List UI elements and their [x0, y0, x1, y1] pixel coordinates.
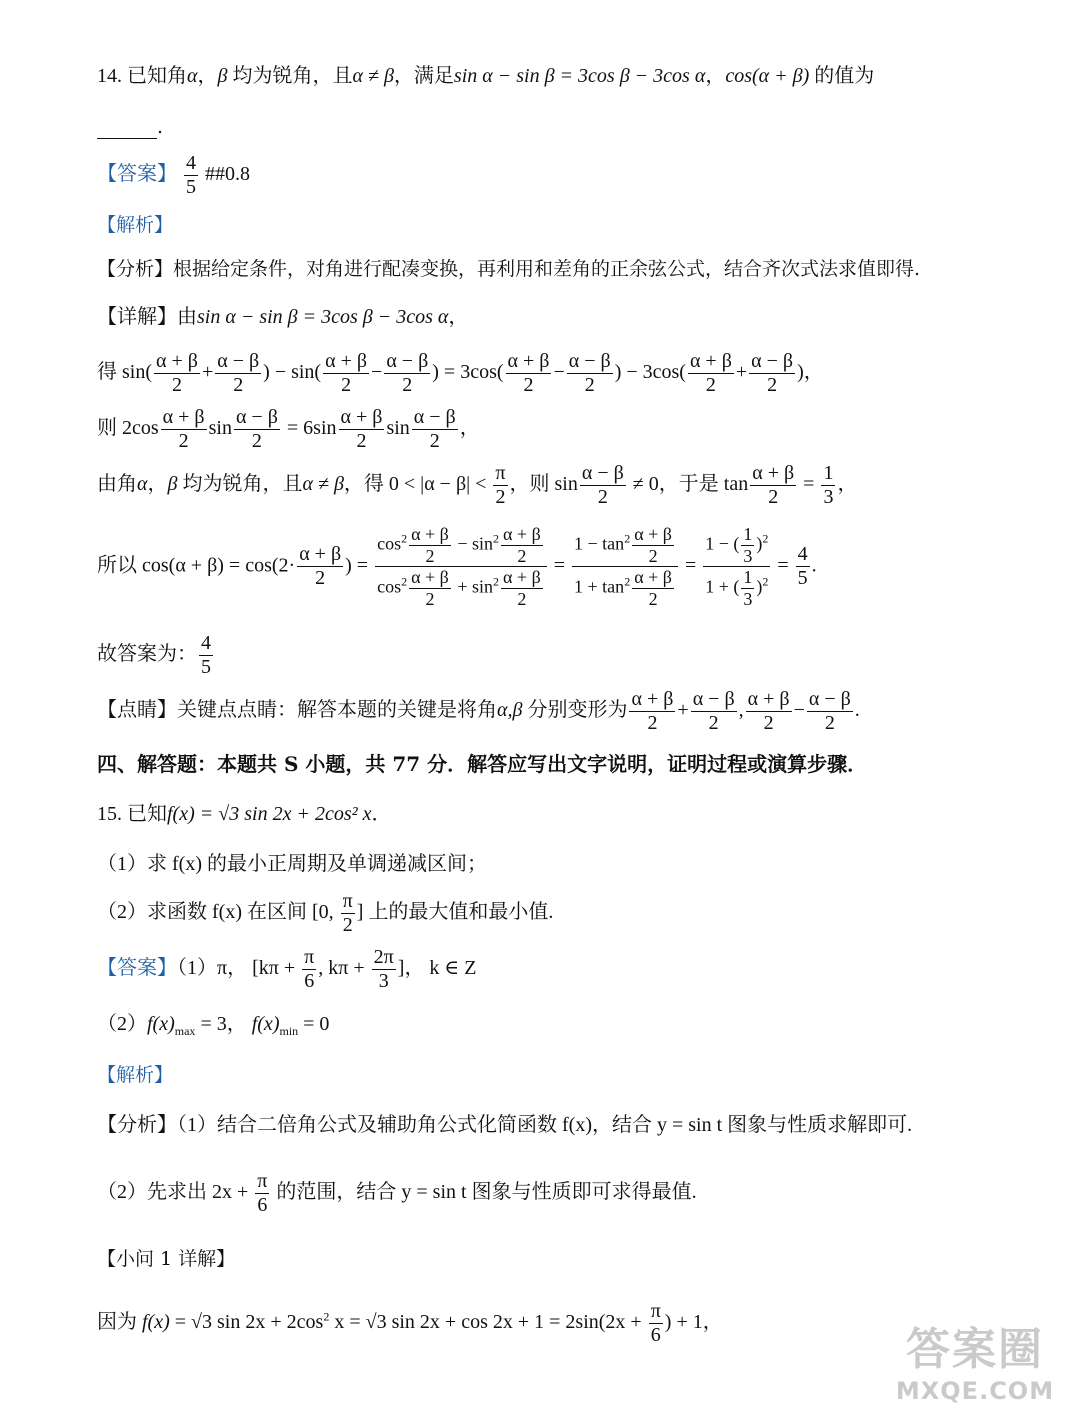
sub-question-1-tag: 【小问 1 详解】	[97, 1248, 236, 1270]
section-4-heading: 四、解答题：本题共 S 小题，共 77 分．解答应写出文字说明，证明过程或演算步骤．	[97, 752, 868, 776]
detail-14-step2: 则 2cos $\frac{\alpha + \beta}{2}$ sin $\frac{\alpha - \beta}{2}$ = 6sin $\frac{\alpha + \beta}{2}$ sin $\frac{\alpha - \beta}{2}$ ，	[97, 406, 480, 452]
analysis-15-line2: （2）先求出 2x + $\frac{\pi}{6}$ 的范围，结合 y = sin t 图象与性质即可求得最值.	[97, 1170, 697, 1216]
detail-14-step3: 由角α，β 均为锐角，且α ≠ β，得 0 < |α − β| < $\frac{\pi}{2}$ ，则 sin $\frac{\alpha - \beta}{2}$ ≠ 0，于是 tan $\frac{\alpha + \beta}{2}$ = $\frac{1}{3}$ ，	[97, 462, 858, 508]
answer-14: 【答案】 $\frac{4}{5}$ ##0.8	[97, 152, 250, 198]
detail-14-line1: 【详解】由sin α − sin β = 3cos β − 3cos α，	[97, 306, 469, 328]
detail-14-step1: 得 sin( $\frac{\alpha + \beta}{2}$ + $\frac{\alpha - \beta}{2}$ ) − sin( $\frac{\alpha + \beta}{2}$ − $\frac{\alpha - \beta}{2}$ ) = 3cos( $\frac{\alpha + \beta}{2}$ − $\frac{\alpha - \beta}{2}$ ) − 3cos( $\frac{\alpha + \beta}{2}$ + $\frac{\alpha - \beta}{2}$ )，	[97, 350, 824, 396]
answer-tag: 【答案】	[97, 163, 177, 186]
q15-part2: （2）求函数 f(x) 在区间 [0, $\frac{\pi}{2}$ ] 上的最大值和最小值.	[97, 890, 554, 936]
answer-fraction: $\frac{4}{5}$	[186, 152, 196, 198]
analysis-15-line1: 【分析】（1）结合二倍角公式及辅助角公式化简函数 f(x)，结合 y = sin t 图象与性质求解即可.	[97, 1114, 913, 1136]
analysis-14: 【分析】根据给定条件，对角进行配凑变换，再利用和差角的正余弦公式，结合齐次式法求值即得.	[97, 258, 921, 280]
so-answer-14: 故答案为： $\frac{4}{5}$	[97, 632, 211, 678]
jiexi-tag-14: 【解析】	[97, 214, 174, 236]
sub-1-because: 因为 f(x) = √3 $\sin 2x + 2\cos^2$ x = √3 sin 2x + cos 2x + 1 = 2sin(2x + $\frac{\pi}{6}$ ) + 1，	[97, 1300, 723, 1346]
answer-15-part2: $(2)f(x)_{max} = 3$， $f(x)_{min} = 0$	[97, 1013, 330, 1038]
q15-part1: （1）求 f(x) 的最小正周期及单调递减区间；	[97, 853, 487, 875]
q14-statement: 14. 已知角α，β 均为锐角，且α ≠ β，满足sin α − sin β = 3cos β − 3cos α，cos(α + β) 的值为	[97, 65, 875, 87]
q15-statement: 15. 已知f(x) = √3 sin 2x + 2cos² x．	[97, 803, 392, 825]
site-watermark: 答案圈 MXQE.COM	[895, 1324, 1055, 1405]
dianjing-14: 【点睛】关键点点睛：解答本题的关键是将角α,β 分别变形为 $\frac{\alpha + \beta}{2}$ + $\frac{\alpha - \beta}{2}$ , $\frac{\alpha + \beta}{2}$ − $\frac{\alpha - \beta}{2}$ .	[97, 688, 860, 734]
jiexi-tag-15: 【解析】	[97, 1064, 174, 1086]
answer-15-part1: 【答案】（1）π， [kπ + $\frac{\pi}{6}$ , kπ + $\frac{2\pi}{3}$ ]， k ∈ Z	[97, 946, 477, 992]
q14-blank: .	[97, 116, 163, 139]
detail-14-step4: 所以 cos(α + β) = cos(2· $\frac{\alpha + \beta}{2}$ ) = $\cos^2$ $\frac{\alpha + \beta}{2}$ − $\sin^2$ $\frac{\alpha + \beta}{2}$ $\cos^2$ $\frac{\alpha + \beta}{2}$ + $\sin^2$ $\frac{\alpha + \beta}{2}$ = $1 - \tan^2$ $\frac{\alpha + \beta}{2}$ $1 + \tan^2$ $\frac{\alpha + \beta}{2}$ = 1 − ( $\frac{1}{3}$ )$^2$ 1 + ( $\frac{1}{3}$ )$^2$ = $\frac{4}{5}$ .	[97, 524, 817, 610]
answer-blank	[97, 120, 157, 139]
